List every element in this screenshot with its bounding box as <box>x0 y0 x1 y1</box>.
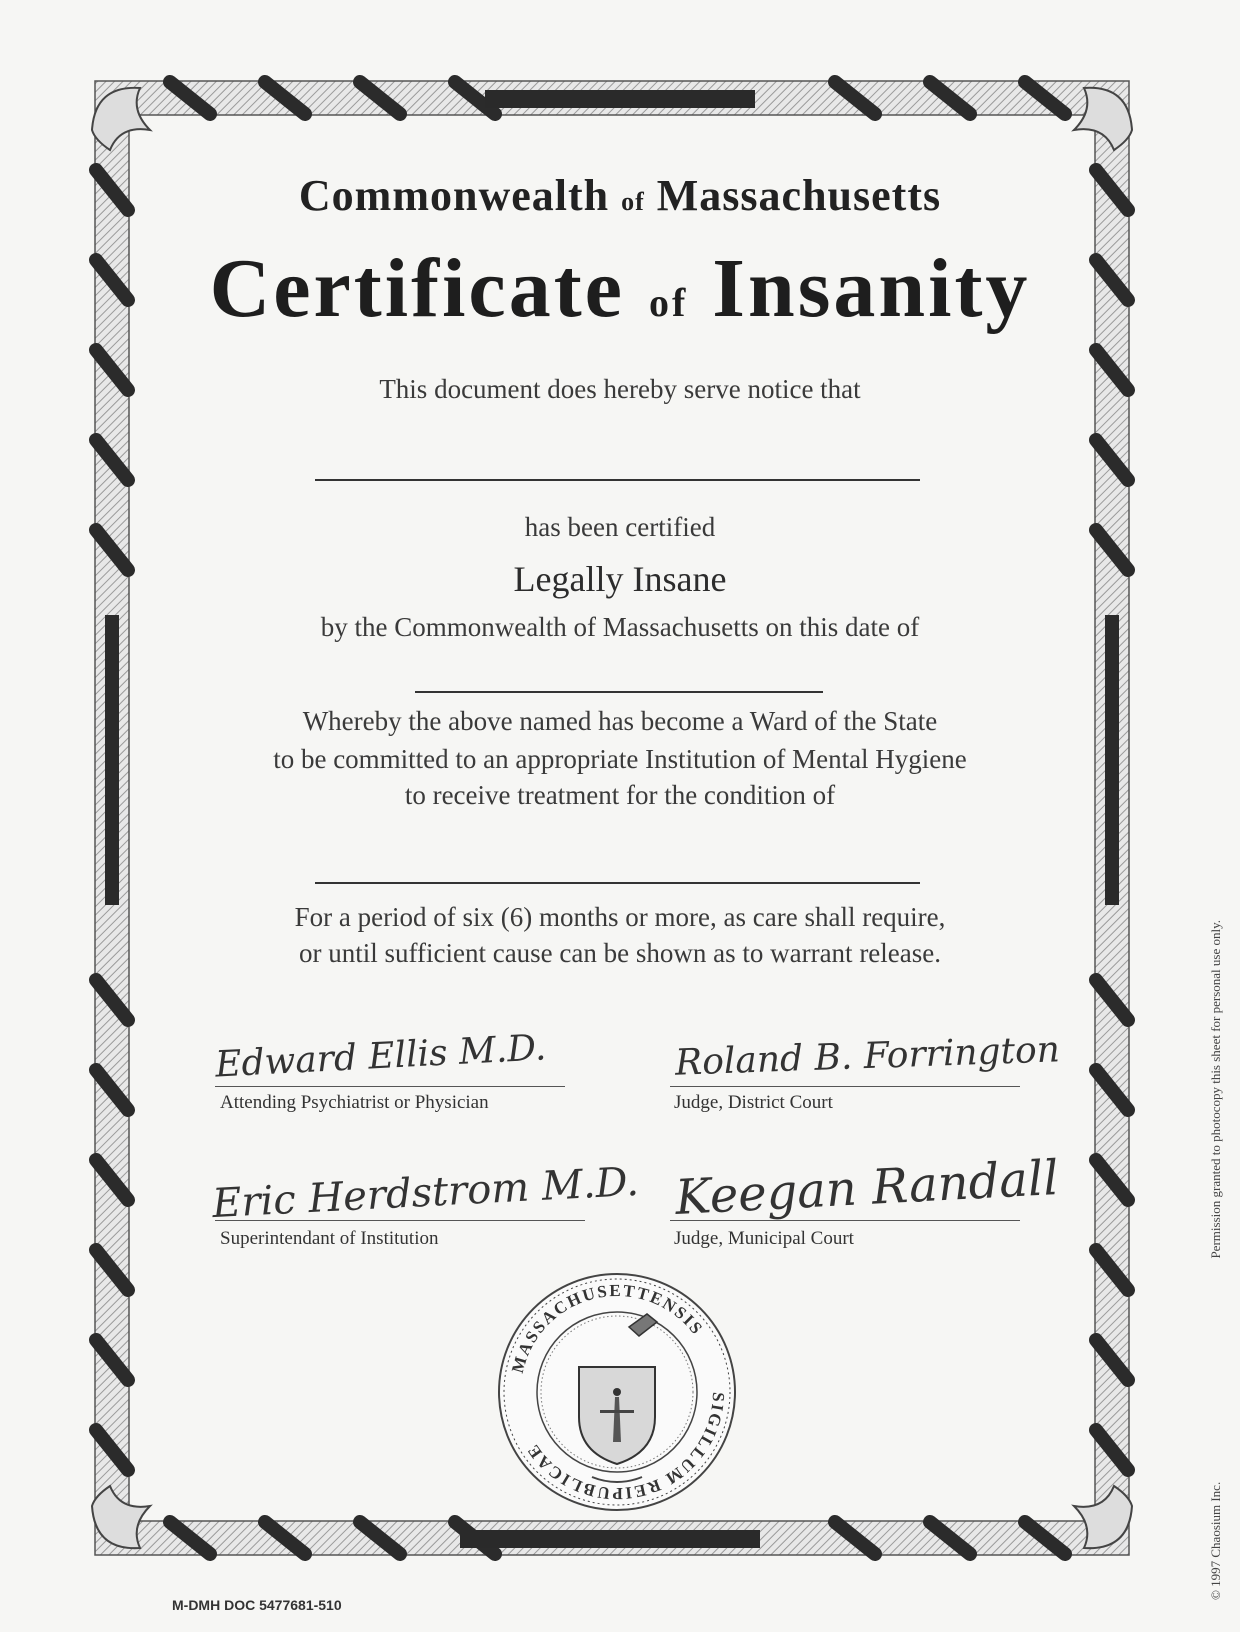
certified-text: has been certified <box>524 512 716 542</box>
period-line-2: or until sufficient cause can be shown as to warrant release. <box>298 938 941 968</box>
signature-psychiatrist: Edward Ellis M.D. <box>214 1027 548 1086</box>
signature-district-judge: Roland B. Forrington <box>674 1029 1061 1084</box>
signature-line-psychiatrist <box>215 1086 565 1087</box>
legally-insane-text: Legally Insane <box>513 559 727 599</box>
svg-text:SIGILLUM: SIGILLUM <box>660 1391 729 1490</box>
label-psychiatrist: Attending Psychiatrist or Physician <box>220 1092 489 1113</box>
label-district-judge: Judge, District Court <box>674 1092 833 1113</box>
label-superintendant: Superintendant of Institution <box>220 1228 439 1249</box>
commonwealth-heading: Commonwealth of Massachusetts <box>298 171 942 220</box>
copyright-text: © 1997 Chaosium Inc. <box>1208 1481 1223 1600</box>
svg-text:MASSACHUSETTENSIS: MASSACHUSETTENSIS <box>507 1280 708 1376</box>
intro-text: This document does hereby serve notice that <box>379 374 861 404</box>
signature-line-superintendant <box>215 1220 585 1221</box>
side-notice <box>1208 920 1224 1600</box>
date-blank-line <box>415 691 823 693</box>
condition-blank-line <box>315 882 920 884</box>
bottom-ribbon-bar <box>460 1530 760 1548</box>
signature-superintendant: Eric Herdstrom M.D. <box>211 1158 640 1228</box>
period-line-1: For a period of six (6) months or more, as care shall require, <box>294 902 946 932</box>
document-number: M-DMH DOC 5477681-510 <box>172 1597 342 1613</box>
label-municipal-judge: Judge, Municipal Court <box>674 1228 854 1249</box>
signature-line-district-judge <box>670 1086 1020 1087</box>
name-blank-line <box>315 479 920 481</box>
svg-text:REIPUBLICAE: REIPUBLICAE <box>522 1439 664 1504</box>
ward-line-1: Whereby the above named has become a Ward of the State <box>302 706 938 736</box>
ward-line-2: to be committed to an appropriate Institution of Mental Hygiene <box>273 744 967 774</box>
certificate-title: Certificate of Insanity <box>209 242 1031 335</box>
date-text: by the Commonwealth of Massachusetts on this date of <box>320 612 920 642</box>
permission-text: Permission granted to photocopy this sheet for personal use only. <box>1208 920 1223 1259</box>
ward-line-3: to receive treatment for the condition of <box>404 780 836 810</box>
signature-line-municipal-judge <box>670 1220 1020 1221</box>
signature-municipal-judge: Keegan Randall <box>673 1149 1060 1227</box>
top-ribbon-bar <box>485 90 755 108</box>
massachusetts-seal-icon <box>497 1272 737 1512</box>
